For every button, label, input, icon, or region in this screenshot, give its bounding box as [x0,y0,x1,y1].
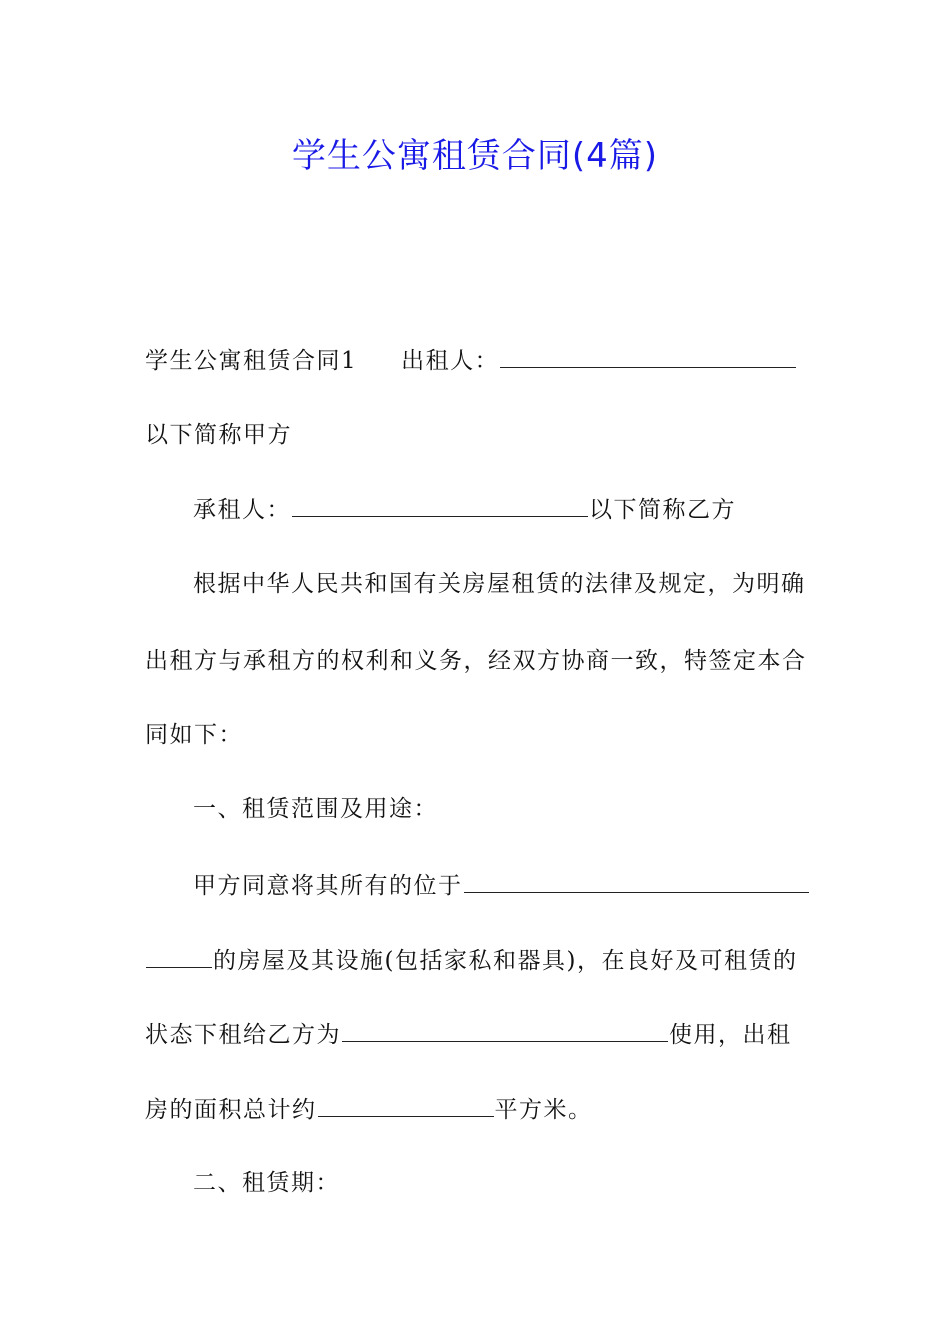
paragraph-line: 根据中华人民共和国有关房屋租赁的法律及规定，为明确 [193,571,806,597]
paragraph-line [145,1019,810,1050]
paragraph-line [193,870,810,901]
purpose-blank[interactable] [342,1019,668,1042]
party-a-note: 以下简称甲方 [145,422,292,448]
location-label: 甲方同意将其所有的位于 [193,873,463,899]
area-label: 房的面积总计约 [145,1097,317,1123]
lessor-blank[interactable] [500,345,796,368]
area-unit: 平方米。 [494,1097,593,1123]
contract-heading-line [145,345,810,376]
section-heading: 一、租赁范围及用途： [193,796,438,822]
lessee-label: 承租人： [193,497,291,523]
paragraph-line: 同如下： [145,722,243,748]
lessor-label: 出租人： [401,348,500,374]
premises-text: 的房屋及其设施(包括家私和器具)，在良好及可租赁的 [213,948,798,974]
document-title: 学生公寓租赁合同(4篇) [291,136,659,176]
location-blank-continued[interactable] [146,945,212,968]
section-heading: 二、租赁期： [193,1170,340,1196]
paragraph-line [145,945,810,976]
purpose-label: 状态下租给乙方为 [145,1022,341,1048]
party-b-note: 以下简称乙方 [589,497,736,523]
location-blank[interactable] [464,870,809,893]
lessee-blank[interactable] [292,494,588,517]
paragraph-line: 出租方与承租方的权利和义务，经双方协商一致，特签定本合 [145,648,807,674]
paragraph-line [145,1094,810,1125]
contract-number-label: 学生公寓租赁合同1 [145,348,358,374]
lessee-line [193,494,810,525]
area-blank[interactable] [318,1094,494,1117]
purpose-suffix: 使用，出租 [669,1022,792,1048]
